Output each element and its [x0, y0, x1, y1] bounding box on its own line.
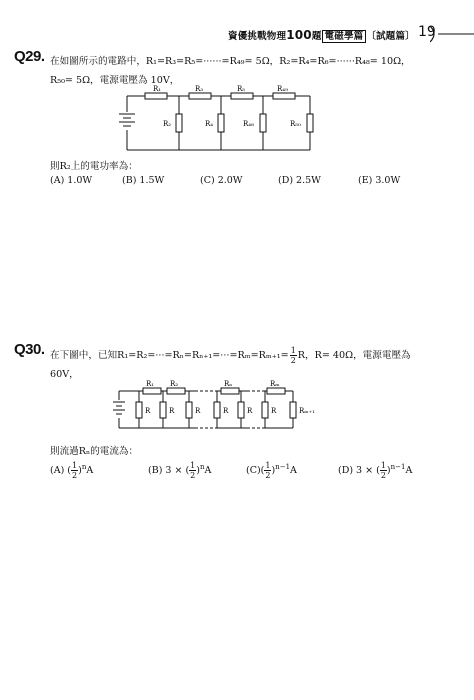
q30-text-line1-b: R，R= 40Ω，電源電壓為 — [297, 350, 411, 361]
q29-option-e: (E) 3.0W — [358, 175, 401, 186]
q30-option-c-unit: A — [290, 465, 297, 476]
q30-option-a-suffix: ) — [78, 465, 82, 476]
q30-option-a-prefix: (A) ( — [50, 465, 71, 476]
running-header — [228, 28, 415, 42]
q29-question: 則R₂上的電功率為： — [50, 161, 138, 172]
q30-option-b-fraction-den: 2 — [190, 471, 196, 480]
page-number-bracket-decoration — [430, 24, 474, 44]
q29-option-c: (C) 2.0W — [200, 175, 243, 186]
q29-circuit-diagram — [105, 82, 330, 158]
q30-text-line1-a: 在下圖中，已知R₁=R₂=···=Rₙ=Rₙ₊₁=···=Rₘ=Rₘ₊₁= — [50, 350, 289, 361]
q30-fraction — [290, 346, 297, 365]
q29-option-d: (D) 2.5W — [278, 175, 321, 186]
q29-text-line1: 在如圖所示的電路中，R₁=R₃=R₅=······=R₄₉= 5Ω，R₂=R₄=R₆=······R₄₈= 10Ω， — [50, 56, 411, 67]
q30-option-b-unit: A — [204, 465, 212, 476]
q30-option-c-fraction-num: 1 — [265, 461, 271, 470]
q30-label-rn: Rₙ — [224, 380, 233, 388]
q29-label-r4: R₄ — [205, 120, 214, 128]
q30-label-r-2: R — [169, 407, 175, 415]
q30-option-d-unit: A — [405, 465, 413, 476]
q30-option-c — [246, 461, 297, 480]
q29-option-a: (A) 1.0W — [50, 175, 93, 186]
header-title-number: 100 — [286, 28, 312, 42]
q30-question: 則流過Rₙ的電流為： — [50, 446, 139, 457]
q30-option-a-fraction-num: 1 — [72, 461, 78, 470]
q30-option-b-prefix: (B) 3 × ( — [148, 465, 190, 476]
q30-option-c-prefix: (C)( — [246, 465, 265, 476]
page-number: 19 — [418, 24, 436, 40]
q30-option-b-exponent: n — [199, 462, 205, 471]
q30-label-r-5: R — [247, 407, 253, 415]
q30-fraction-denominator: 2 — [290, 356, 296, 365]
q30-option-d-fraction — [380, 461, 387, 480]
q29-label-r48: R₄₈ — [243, 120, 254, 128]
q29-label-r50: R₅₀ — [290, 120, 301, 128]
q29-text-line2: R₅₀= 5Ω，電源電壓為 10V， — [50, 75, 180, 86]
q30-text-line1 — [50, 346, 411, 365]
q29-option-b: (B) 1.5W — [122, 175, 165, 186]
q30-option-a — [50, 461, 93, 480]
q30-label-r-4: R — [223, 407, 229, 415]
q29-label-r5: R₅ — [237, 85, 246, 93]
q30-option-d-fraction-num: 1 — [380, 461, 386, 470]
q30-option-d — [338, 461, 412, 480]
q29-label-r1: R₁ — [153, 85, 162, 93]
header-title-tag: 〔試題篇〕 — [366, 31, 415, 42]
q30-text-line2: 60V， — [50, 369, 79, 380]
header-title-boxed: 電磁學篇 — [322, 30, 367, 43]
q30-option-a-fraction-den: 2 — [72, 471, 78, 480]
q29-number: Q29. — [14, 48, 45, 65]
q30-option-c-suffix: ) — [271, 465, 276, 476]
q30-option-d-fraction-den: 2 — [380, 471, 386, 480]
q29-label-r3: R₃ — [195, 85, 204, 93]
q30-number: Q30. — [14, 341, 45, 358]
q30-label-r-6: R — [271, 407, 277, 415]
q29-label-r2: R₂ — [163, 120, 172, 128]
q30-label-r-3: R — [195, 407, 201, 415]
q30-label-rm: Rₘ — [270, 380, 280, 388]
q30-option-a-exponent: n — [81, 462, 87, 471]
q30-circuit-diagram — [105, 378, 330, 436]
q30-option-c-exponent: n−1 — [275, 462, 291, 471]
q30-option-b-suffix: ) — [196, 465, 200, 476]
q30-option-a-unit: A — [86, 465, 94, 476]
q30-option-d-exponent: n−1 — [390, 462, 406, 471]
header-title-part2: 題 — [311, 31, 322, 42]
q30-label-r1: R₁ — [146, 380, 155, 388]
q30-label-r2: R₂ — [170, 380, 179, 388]
header-title-part1: 資優挑戰物理 — [228, 31, 287, 42]
q30-option-d-prefix: (D) 3 × ( — [338, 465, 380, 476]
q30-option-d-suffix: ) — [386, 465, 391, 476]
q30-fraction-numerator: 1 — [290, 346, 296, 355]
q29-label-r49: R₄₉ — [277, 85, 288, 93]
q30-label-r-1: R — [145, 407, 151, 415]
q30-label-rm1: Rₘ₊₁ — [299, 407, 316, 415]
q30-option-c-fraction-den: 2 — [265, 471, 271, 480]
q30-option-b — [148, 461, 211, 480]
q30-option-b-fraction-num: 1 — [190, 461, 196, 470]
